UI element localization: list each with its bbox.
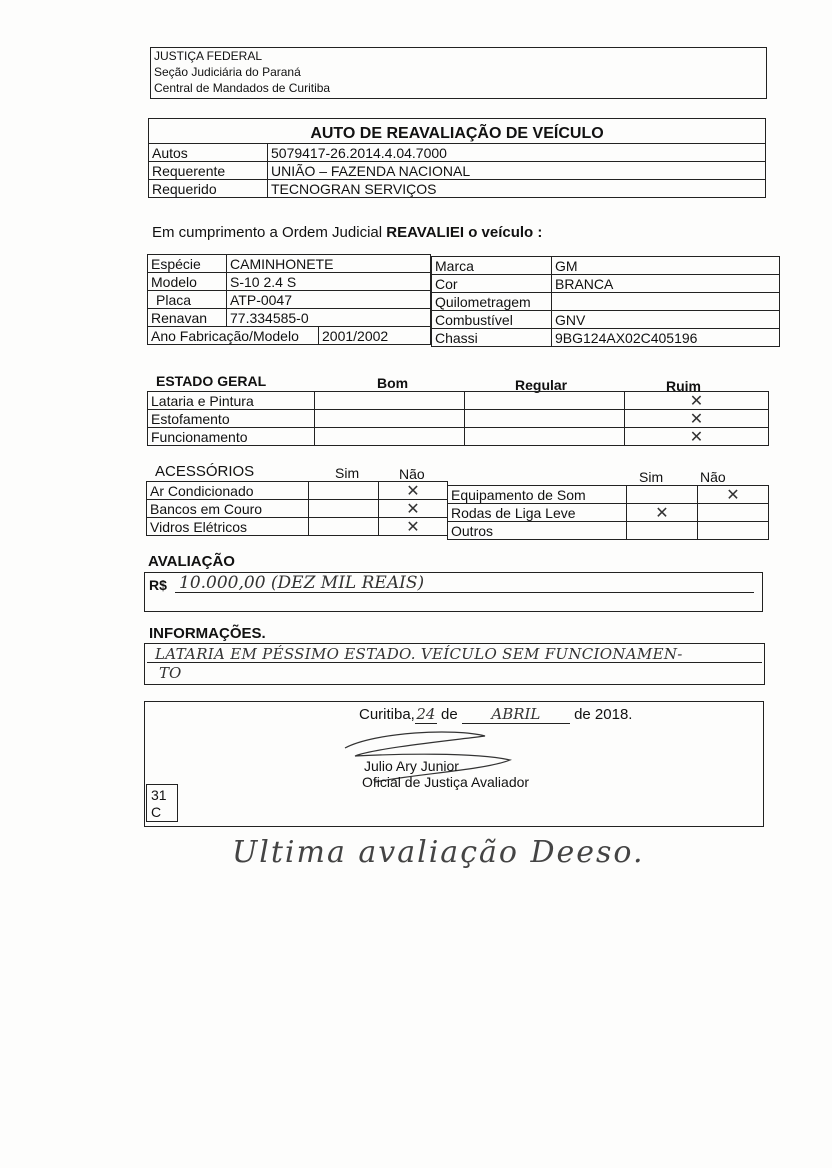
court-name: JUSTIÇA FEDERAL [154, 49, 263, 63]
avaliacao-currency: R$ [149, 577, 167, 593]
avaliacao-title: AVALIAÇÃO [148, 553, 235, 570]
informacoes-box [144, 643, 765, 685]
date-month: ABRIL [462, 705, 570, 724]
table-row [148, 428, 769, 446]
cor-label: Cor [432, 275, 552, 293]
acessorios-col-sim-left: Sim [335, 465, 360, 481]
table-row [432, 329, 780, 347]
autos-label: Autos [149, 144, 268, 162]
ano-label: Ano Fabricação/Modelo [148, 327, 319, 345]
informacoes-text-line1: LATARIA EM PÉSSIMO ESTADO. VEÍCULO SEM FUNCIONAMEN- [155, 645, 683, 663]
marca-value: GM [552, 257, 780, 275]
requerido-label: Requerido [149, 180, 268, 198]
estado-col-bom: Bom [377, 375, 409, 391]
table-row [148, 255, 431, 273]
km-value [552, 293, 780, 311]
date-day: 24 [416, 705, 436, 723]
acessorios-col-nao-left: Não [399, 466, 425, 482]
acessorio-sim-cell [309, 482, 379, 500]
estado-row-label: Estofamento [148, 410, 315, 428]
acessorio-sim-cell [309, 518, 379, 536]
acessorio-label: Outros [448, 522, 627, 540]
estado-ruim-mark: ✕ [625, 428, 769, 446]
court-central: Central de Mandados de Curitiba [154, 81, 331, 95]
table-row [147, 500, 448, 518]
especie-label: Espécie [148, 255, 227, 273]
table-row [148, 273, 431, 291]
estado-regular-cell [465, 392, 625, 410]
estado-bom-cell [315, 428, 465, 446]
acessorio-nao-mark [698, 522, 769, 540]
informacoes-title: INFORMAÇÕES. [149, 625, 266, 642]
acessorio-sim-mark [627, 486, 698, 504]
modelo-value: S-10 2.4 S [227, 273, 431, 291]
table-row [148, 392, 769, 410]
table-row [149, 162, 766, 180]
table-row [448, 504, 769, 522]
acessorio-nao-mark: ✕ [379, 500, 448, 518]
estado-bom-cell [315, 392, 465, 410]
table-row [148, 291, 431, 309]
court-section: Seção Judiciária do Paraná [154, 65, 301, 79]
requerente-label: Requerente [149, 162, 268, 180]
acessorio-label: Ar Condicionado [147, 482, 309, 500]
date-city: Curitiba, [359, 706, 415, 723]
intro-bold: REAVALIEI o veículo : [386, 224, 543, 241]
estado-regular-cell [465, 428, 625, 446]
acessorio-sim-mark: ✕ [627, 504, 698, 522]
autos-value: 5079417-26.2014.4.04.7000 [268, 144, 766, 162]
date-line [359, 705, 632, 724]
combustivel-label: Combustível [432, 311, 552, 329]
estado-regular-cell [465, 410, 625, 428]
acessorio-sim-cell [309, 500, 379, 518]
acessorio-sim-mark [627, 522, 698, 540]
especie-value: CAMINHONETE [227, 255, 431, 273]
table-row [148, 327, 431, 345]
table-row [148, 309, 431, 327]
modelo-label: Modelo [148, 273, 227, 291]
table-row [432, 275, 780, 293]
table-row [432, 311, 780, 329]
renavan-label: Renavan [148, 309, 227, 327]
table-row [448, 486, 769, 504]
auto-table [148, 143, 766, 198]
table-row [147, 482, 448, 500]
ano-value: 2001/2002 [319, 327, 431, 345]
estado-col-regular: Regular [515, 377, 568, 393]
estado-row-label: Lataria e Pintura [148, 392, 315, 410]
table-row [432, 257, 780, 275]
acessorio-nao-mark [698, 504, 769, 522]
estado-ruim-mark: ✕ [625, 410, 769, 428]
handwritten-note: Ultima avaliação Deeso. [232, 835, 645, 870]
renavan-value: 77.334585-0 [227, 309, 431, 327]
cor-value: BRANCA [552, 275, 780, 293]
acessorio-nao-mark: ✕ [379, 482, 448, 500]
table-row [448, 522, 769, 540]
avaliacao-value: 10.000,00 (DEZ MIL REAIS) [179, 573, 425, 593]
chassi-value: 9BG124AX02C405196 [552, 329, 780, 347]
court-header [150, 47, 767, 99]
acessorios-title: ACESSÓRIOS [155, 463, 255, 480]
code-box [146, 784, 178, 822]
auto-title-box [148, 118, 766, 144]
signature-box [144, 701, 764, 827]
officer-name: Julio Ary Junior [364, 758, 459, 774]
table-row [149, 180, 766, 198]
document-title: AUTO DE REAVALIAÇÃO DE VEÍCULO [310, 125, 604, 142]
intro-prefix: Em cumprimento a Ordem Judicial [152, 224, 387, 241]
acessorios-col-nao-right: Não [700, 469, 726, 485]
estado-bom-cell [315, 410, 465, 428]
table-row [432, 293, 780, 311]
combustivel-value: GNV [552, 311, 780, 329]
acessorio-label: Vidros Elétricos [147, 518, 309, 536]
acessorios-table-left [146, 481, 448, 536]
avaliacao-box [144, 572, 763, 612]
acessorio-label: Bancos em Couro [147, 500, 309, 518]
requerido-value: TECNOGRAN SERVIÇOS [268, 180, 766, 198]
acessorio-nao-mark: ✕ [379, 518, 448, 536]
vehicle-table-left [147, 254, 431, 345]
estado-col-ruim: Ruim [666, 378, 701, 394]
code-letter: C [151, 804, 162, 820]
acessorios-table-right [447, 485, 769, 540]
acessorio-label: Equipamento de Som [448, 486, 627, 504]
chassi-label: Chassi [432, 329, 552, 347]
estado-ruim-mark: ✕ [625, 392, 769, 410]
informacoes-text-line2: TO [159, 664, 182, 682]
placa-value: ATP-0047 [227, 291, 431, 309]
table-row [147, 518, 448, 536]
km-label: Quilometragem [432, 293, 552, 311]
acessorios-col-sim-right: Sim [639, 469, 664, 485]
estado-table [147, 391, 769, 446]
officer-role: Oficial de Justiça Avaliador [362, 774, 530, 790]
date-de: de [441, 706, 458, 723]
table-row [148, 410, 769, 428]
date-year: de 2018. [574, 706, 633, 723]
placa-label: Placa [148, 291, 227, 309]
estado-row-label: Funcionamento [148, 428, 315, 446]
code-number: 31 [151, 787, 167, 803]
vehicle-table-right [431, 256, 780, 347]
acessorio-label: Rodas de Liga Leve [448, 504, 627, 522]
marca-label: Marca [432, 257, 552, 275]
requerente-value: UNIÃO – FAZENDA NACIONAL [268, 162, 766, 180]
estado-title: ESTADO GERAL [156, 373, 267, 389]
acessorio-nao-mark: ✕ [698, 486, 769, 504]
intro-text [152, 224, 542, 241]
table-row [149, 144, 766, 162]
